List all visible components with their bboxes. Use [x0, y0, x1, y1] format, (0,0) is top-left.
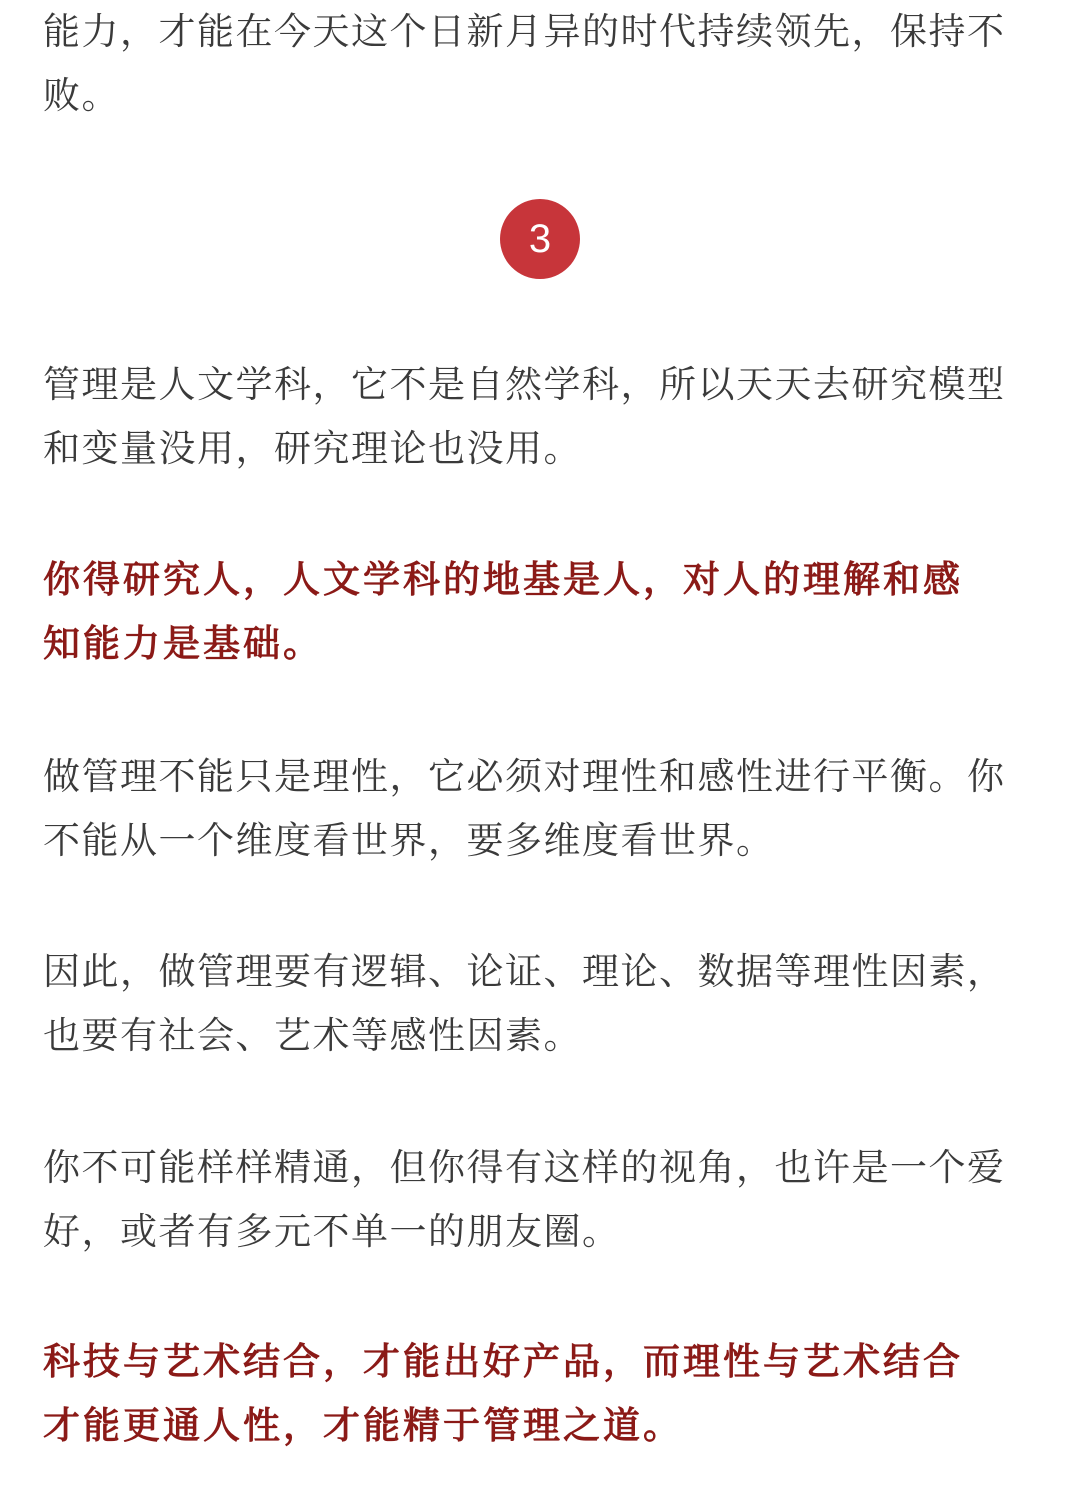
paragraph-line: 才能更通人性，才能精于管理之道。: [43, 1404, 683, 1447]
paragraph-line: 因此，做管理要有逻辑、论证、理论、数据等理性因素，: [43, 950, 1006, 993]
paragraph-line: 败。: [43, 74, 120, 117]
paragraph-line: 能力，才能在今天这个日新月异的时代持续领先，保持不: [43, 10, 1006, 53]
section-number-badge: 3: [500, 199, 580, 279]
paragraph-line: 你得研究人，人文学科的地基是人，对人的理解和感: [43, 558, 963, 601]
paragraph-line: 也要有社会、艺术等感性因素。: [43, 1014, 582, 1057]
paragraph-intro-tail: [43, 0, 1033, 128]
paragraph-balance: [43, 745, 1033, 873]
paragraph-line: 和变量没用，研究理论也没用。: [43, 427, 582, 470]
paragraph-line: 好，或者有多元不单一的朋友圈。: [43, 1210, 621, 1253]
paragraph-humanities: [43, 353, 1033, 481]
highlight-paragraph-study-people: [43, 548, 1033, 676]
paragraph-line: 不能从一个维度看世界，要多维度看世界。: [43, 819, 775, 862]
paragraph-factors: [43, 940, 1033, 1068]
highlight-paragraph-tech-art: [43, 1330, 1033, 1458]
paragraph-line: 你不可能样样精通，但你得有这样的视角，也许是一个爱: [43, 1146, 1006, 1189]
paragraph-perspective: [43, 1136, 1033, 1264]
paragraph-line: 知能力是基础。: [43, 622, 323, 665]
paragraph-line: 做管理不能只是理性，它必须对理性和感性进行平衡。你: [43, 755, 1006, 798]
paragraph-line: 管理是人文学科，它不是自然学科，所以天天去研究模型: [43, 363, 1006, 406]
paragraph-line: 科技与艺术结合，才能出好产品，而理性与艺术结合: [43, 1340, 963, 1383]
